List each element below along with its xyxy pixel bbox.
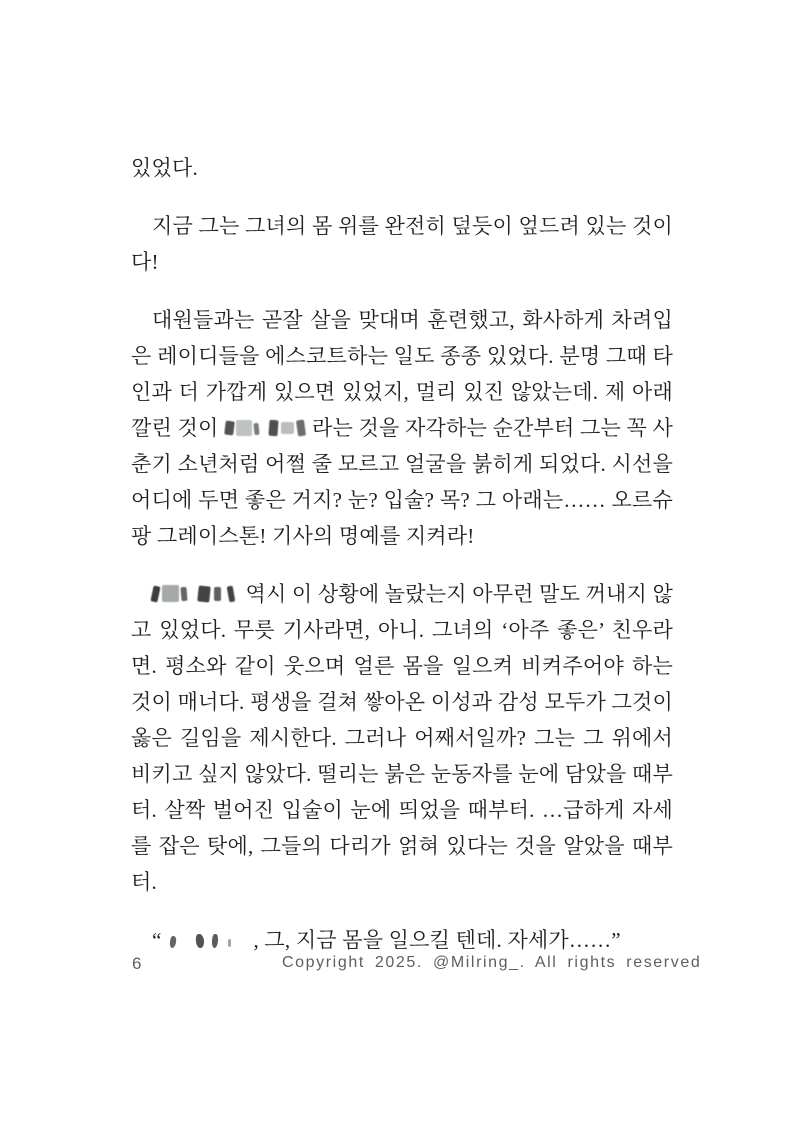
censored-name-smudge xyxy=(224,418,312,439)
copyright-text: Copyright 2025. @Milring_. All rights reserved xyxy=(282,954,702,971)
paragraph: 대원들과는 곧잘 살을 맞대며 훈련했고, 화사하게 차려입은 레이디들을 에스코트하는 일도 종종 있었다. 분명 그때 타인과 더 가깝게 있으면 있었지, 멀리 있진 않았는데. 제 아래 깔린 것이 라는 것을 자각하는 순간부터 그는 꼭 사춘기 소년처럼 어쩔 줄 모르고 얼굴을 붉히게 되었다. 시선을 어디에 두면 좋은 거지? 눈? 입술? 목? 그 아래는…… 오르슈팡 그레이스톤! 기사의 명예를 지켜라! xyxy=(131,308,673,548)
page-body xyxy=(131,150,673,980)
paragraph: 역시 이 상황에 놀랐는지 아무런 말도 꺼내지 않고 있었다. 무릇 기사라면, 아니. 그녀의 ‘아주 좋은’ 친우라면. 평소와 같이 웃으며 얼른 몸을 일으켜 비켜주어야 하는 것이 매너다. 평생을 걸쳐 쌓아온 이성과 감성 모두가 그것이 옳은 길임을 제시한다. 그러나 어째서일까? 그는 그 위에서 비키고 싶지 않았다. 떨리는 붉은 눈동자를 눈에 담았을 때부터. 살짝 벌어진 입술이 눈에 띄었을 때부터. …급하게 자세를 잡은 탓에, 그들의 다리가 얽혀 있다는 것을 알았을 때부터. xyxy=(131,582,673,894)
page-footer xyxy=(0,952,800,982)
page-number: 6 xyxy=(132,954,143,973)
paragraph: 지금 그는 그녀의 몸 위를 완전히 덮듯이 엎드려 있는 것이다! xyxy=(131,214,673,274)
paragraph: 있었다. xyxy=(131,156,198,180)
censored-name-smudge xyxy=(152,584,240,605)
censored-name-smudge xyxy=(162,930,254,951)
paragraph: “ , 그, 지금 몸을 일으킬 텐데. 자세가……” xyxy=(152,928,621,952)
